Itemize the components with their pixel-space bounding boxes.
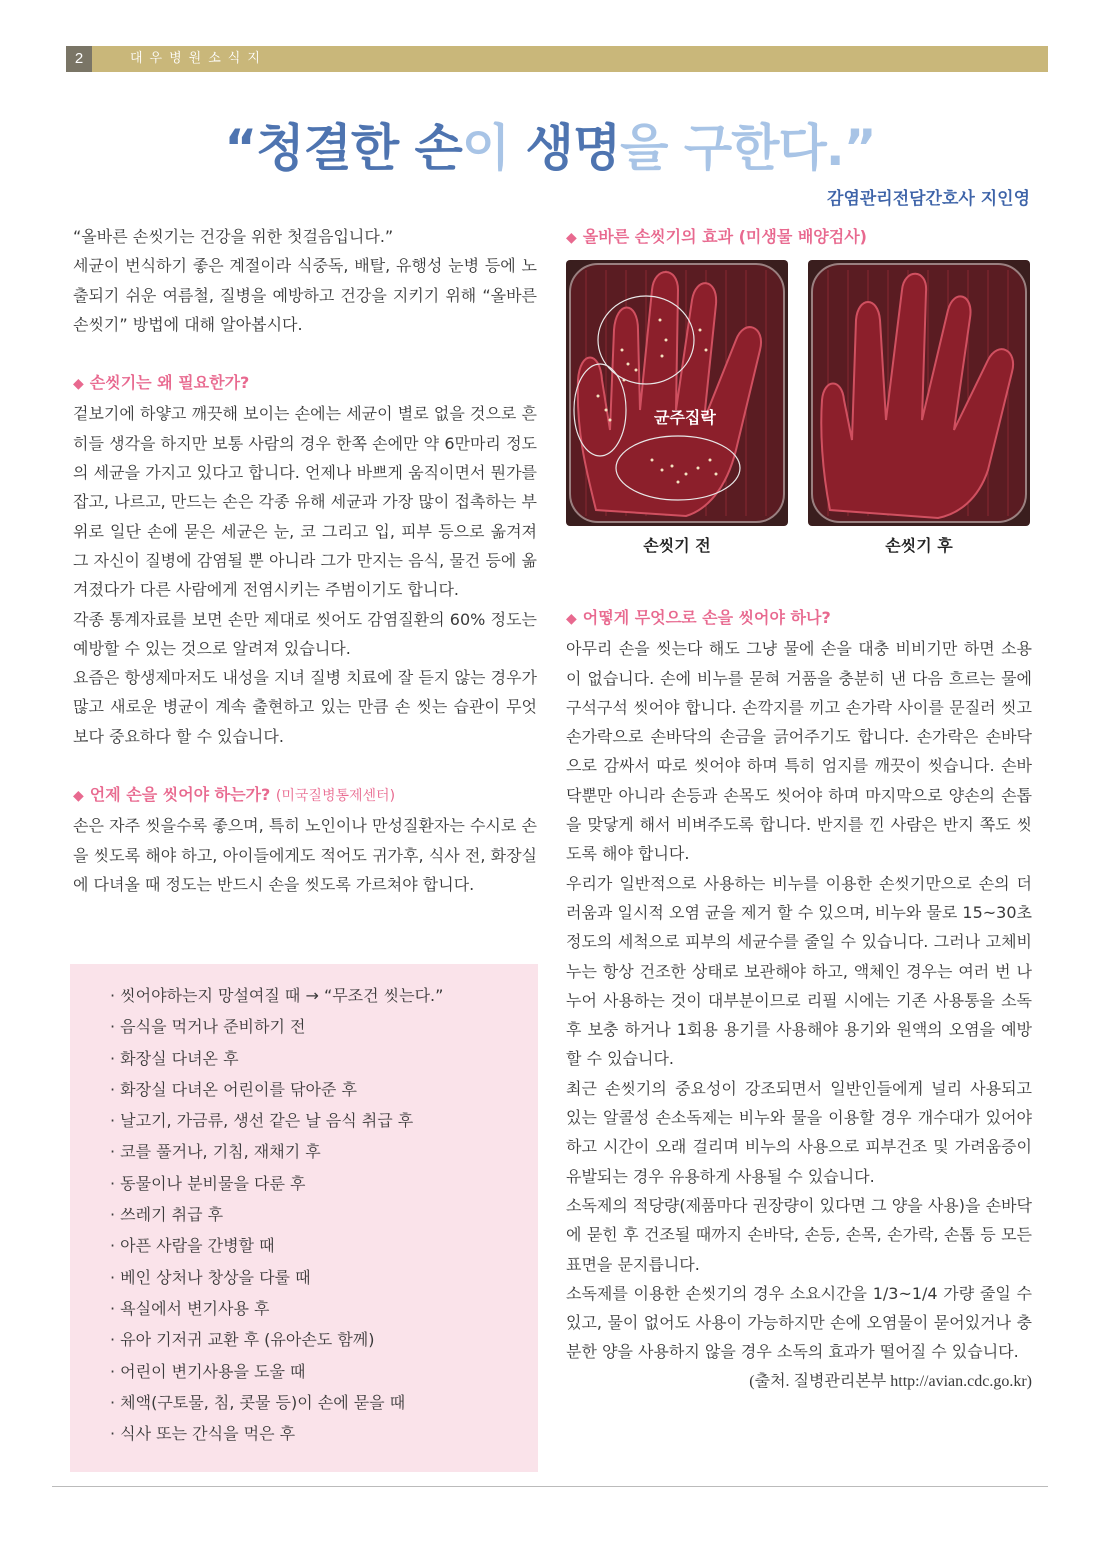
paragraph: 각종 통계자료를 보면 손만 제대로 씻어도 감염질환의 60% 정도는 예방할 수 있는 것으로 알려져 있습니다. — [73, 609, 537, 658]
paragraph: 소독제의 적당량(제품마다 권장량이 있다면 그 양을 사용)을 손바닥에 묻힌 후 건조될 때까지 손바닥, 손등, 손목, 손가락, 손톱 등 모든 표면을 문지릅니다. — [566, 1195, 1032, 1274]
list-item: · 어린이 변기사용을 도울 때 — [110, 1361, 306, 1381]
article-title — [0, 118, 1100, 178]
heading-text: 언제 손을 씻어야 하는가? — [89, 785, 271, 805]
list-item: · 아픈 사람을 간병할 때 — [110, 1236, 275, 1256]
culture-photo-before — [566, 260, 788, 526]
right-column — [566, 603, 1032, 1396]
heading-text: 올바른 손씻기의 효과 (미생물 배양검사) — [582, 227, 867, 246]
list-item: · 코를 풀거나, 기침, 재채기 후 — [110, 1142, 321, 1162]
intro-paragraph: 세균이 번식하기 좋은 계절이라 식중독, 배탈, 유행성 눈병 등에 노출되기 쉬운 여름철, 질병을 예방하고 건강을 지키기 위해 “올바른 손씻기” 방법에 대해 알아봅시다. — [73, 256, 537, 334]
title-part: “청결한 손 — [224, 119, 462, 177]
diamond-icon: ◆ — [566, 230, 577, 246]
left-column — [73, 222, 537, 899]
section-heading-effect — [566, 222, 867, 253]
diamond-icon: ◆ — [73, 788, 84, 805]
colony-label: 균주집락 — [654, 408, 716, 427]
paragraph: 소독제를 이용한 손씻기의 경우 소요시간을 1/3~1/4 가량 줄일 수 있고, 물이 없어도 사용이 가능하지만 손에 오염물이 묻어있거나 충분한 양을 사용하지 않을 경우 소독의 효과가 떨어질 수 있습니다. — [566, 1283, 1032, 1362]
header-bar — [66, 46, 1048, 72]
paragraph: 최근 손씻기의 중요성이 강조되면서 일반인들에게 널리 사용되고 있는 알콜성 손소독제는 비누와 물을 이용할 경우 개수대가 있어야하고 시간이 오래 걸리며 비누의 사용으로 피부건조 및 가려움증이 유발되는 경우 유용하게 사용될 수 있습니다. — [566, 1078, 1032, 1186]
paragraph: 요즘은 항생제마저도 내성을 지녀 질병 치료에 잘 듣지 않는 경우가 많고 새로운 병균이 계속 출현하고 있는 만큼 손 씻는 습관이 무엇보다 중요하다 할 수 있습니다. — [73, 668, 537, 746]
list-item: · 욕실에서 변기사용 후 — [110, 1298, 270, 1318]
title-part: 구한다.” — [667, 119, 876, 177]
section-heading-how — [566, 603, 1032, 634]
list-item: · 화장실 다녀온 후 — [110, 1048, 239, 1068]
page-number: 2 — [66, 46, 92, 72]
list-item: · 날고기, 가금류, 생선 같은 날 음식 취급 후 — [110, 1111, 414, 1131]
list-item: · 베인 상처나 창상을 다룰 때 — [110, 1267, 311, 1287]
section-heading-why — [73, 368, 537, 399]
diamond-icon: ◆ — [566, 611, 577, 627]
list-item: · 쓰레기 취급 후 — [110, 1205, 224, 1225]
culture-photo-after — [808, 260, 1030, 526]
when-list-box — [70, 964, 538, 1472]
title-part: 을 — [620, 119, 668, 177]
list-item: · 유아 기저귀 교환 후 (유아손도 함께) — [110, 1330, 375, 1350]
title-part: 생명 — [509, 119, 621, 177]
bottom-divider — [52, 1486, 1048, 1487]
section-heading-when — [73, 780, 537, 811]
source-citation: (출처. 질병관리본부 http://avian.cdc.go.kr) — [749, 1372, 1032, 1390]
paragraph: 아무리 손을 씻는다 해도 그냥 물에 손을 대충 비비기만 하면 소용이 없습니다. 손에 비누를 묻혀 거품을 충분히 낸 다음 흐르는 물에 구석구석 씻어야 합니다. 손깍지를 끼고 손가락 사이를 문질러 씻고 손가락으로 손바닥의 손금을 긁어주기도 합니다. 손가락은 손바닥으로 감싸서 따로 씻어야 하며 특히 엄지를 깨끗이 씻습니다. 손바닥뿐만 아니라 손등과 손목도 씻어야 하며 마지막으로 양손의 손톱을 맞닿게 해서 비벼주도록 합니다. 반지를 낀 사람은 반지 쪽도 씻도록 해야 합니다. — [566, 639, 1032, 864]
when-list — [110, 980, 443, 1449]
list-item: · 음식을 먹거나 준비하기 전 — [110, 1017, 306, 1037]
newsletter-title: 대우병원소식지 — [130, 51, 267, 66]
list-item: · 화장실 다녀온 어린이를 닦아준 후 — [110, 1079, 357, 1099]
after-label: 손씻기 후 — [885, 536, 953, 555]
hand-culture-after-image — [808, 260, 1030, 526]
list-item: · 체액(구토물, 침, 콧물 등)이 손에 묻을 때 — [110, 1392, 406, 1412]
intro-quote: “올바른 손씻기는 건강을 위한 첫걸음입니다.” — [73, 227, 394, 246]
article-author: 감염관리전담간호사 지인영 — [827, 189, 1030, 209]
list-item: · 동물이나 분비물을 다룬 후 — [110, 1173, 306, 1193]
heading-text: 어떻게 무엇으로 손을 씻어야 하나? — [582, 608, 831, 627]
title-part: 이 — [461, 119, 510, 177]
heading-text: 손씻기는 왜 필요한가? — [89, 373, 250, 393]
list-item: · 식사 또는 간식을 먹은 후 — [110, 1424, 296, 1444]
hand-culture-before-image — [566, 260, 788, 526]
heading-sub: (미국질병통제센터) — [275, 788, 396, 805]
list-item: · 씻어야하는지 망설여질 때 → “무조건 씻는다.” — [110, 986, 444, 1005]
paragraph: 우리가 일반적으로 사용하는 비누를 이용한 손씻기만으로 손의 더러움과 일시적 오염 균을 제거 할 수 있으며, 비누와 물로 15~30초 정도의 세척으로 피부의 세균수를 줄일 수 있습니다. 그러나 고체비누는 항상 건조한 상태로 보관해야 하고, 액체인 경우는 여러 번 나누어 사용하는 것이 대부분이므로 리필 시에는 기존 사용통을 소독 후 보충 하거나 1회용 용기를 사용해야 용기와 원액의 오염을 예방할 수 있습니다. — [566, 873, 1032, 1069]
paragraph: 겉보기에 하얗고 깨끗해 보이는 손에는 세균이 별로 없을 것으로 흔히들 생각을 하지만 보통 사람의 경우 한쪽 손에만 약 6만마리 정도의 세균을 가지고 있다고 합니다. 언제나 바쁘게 움직이면서 뭔가를 잡고, 나르고, 만드는 손은 각종 유해 세균과 가장 많이 접촉하는 부위로 일단 손에 묻은 세균은 눈, 코 그리고 입, 피부 등으로 옮겨져 그 자신이 질병에 감염될 뿐 아니라 그가 만지는 음식, 물건 등에 옮겨졌다가 다른 사람에게 전염시키는 주범이기도 합니다. — [73, 404, 537, 600]
diamond-icon: ◆ — [73, 376, 84, 393]
paragraph: 손은 자주 씻을수록 좋으며, 특히 노인이나 만성질환자는 수시로 손을 씻도록 해야 하고, 아이들에게도 적어도 귀가후, 식사 전, 화장실에 다녀올 때 정도는 반드시 손을 씻도록 가르쳐야 합니다. — [73, 816, 537, 894]
before-label: 손씻기 전 — [643, 536, 711, 555]
